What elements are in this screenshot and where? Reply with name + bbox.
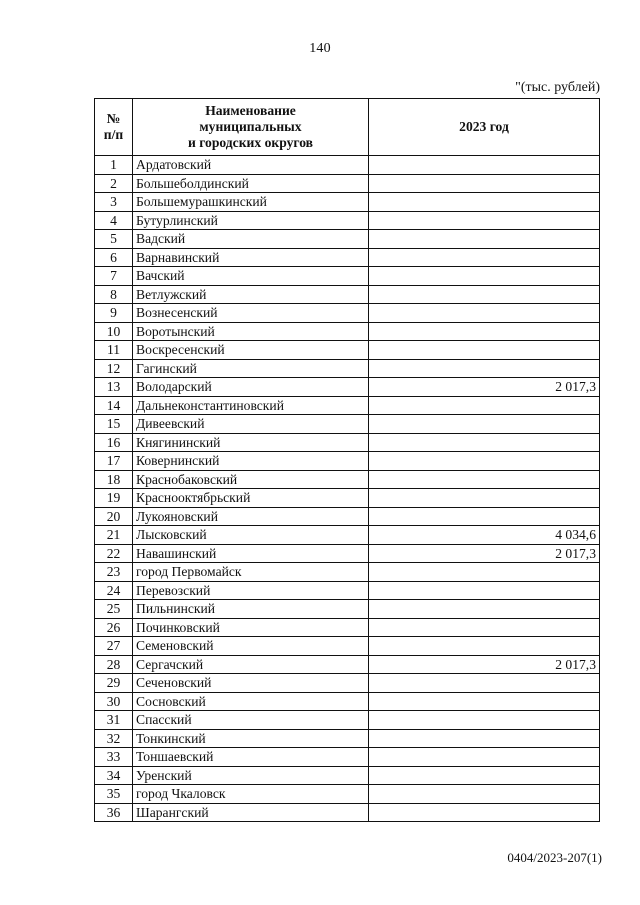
- table-row: [95, 230, 600, 249]
- row-number: 22: [95, 544, 133, 563]
- row-name: Краснооктябрьский: [133, 489, 369, 508]
- row-name: Дальнеконстантиновский: [133, 396, 369, 415]
- row-number: 12: [95, 359, 133, 378]
- row-value: [369, 396, 600, 415]
- row-value: [369, 433, 600, 452]
- row-name: Краснобаковский: [133, 470, 369, 489]
- row-value: [369, 600, 600, 619]
- row-value: [369, 285, 600, 304]
- row-value: 2 017,3: [369, 544, 600, 563]
- table-row: [95, 729, 600, 748]
- row-value: 2 017,3: [369, 378, 600, 397]
- row-name: Шарангский: [133, 803, 369, 822]
- row-number: 36: [95, 803, 133, 822]
- row-number: 26: [95, 618, 133, 637]
- table-row: [95, 415, 600, 434]
- row-number: 25: [95, 600, 133, 619]
- row-name: Сеченовский: [133, 674, 369, 693]
- table-row: [95, 803, 600, 822]
- row-value: [369, 341, 600, 360]
- row-value: [369, 322, 600, 341]
- units-note: "(тыс. рублей): [515, 80, 600, 95]
- header-year: 2023 год: [369, 99, 600, 156]
- row-value: [369, 489, 600, 508]
- row-name: Лысковский: [133, 526, 369, 545]
- row-name: Тоншаевский: [133, 748, 369, 767]
- table-row: [95, 507, 600, 526]
- row-number: 33: [95, 748, 133, 767]
- table-row: [95, 248, 600, 267]
- row-value: [369, 230, 600, 249]
- row-number: 21: [95, 526, 133, 545]
- row-name: Бутурлинский: [133, 211, 369, 230]
- row-name: Тонкинский: [133, 729, 369, 748]
- row-name: Пильнинский: [133, 600, 369, 619]
- row-value: [369, 748, 600, 767]
- table-row: [95, 637, 600, 656]
- row-value: [369, 507, 600, 526]
- table-row: [95, 267, 600, 286]
- row-name: Сергачский: [133, 655, 369, 674]
- row-value: [369, 248, 600, 267]
- row-name: Большеболдинский: [133, 174, 369, 193]
- table-row: [95, 581, 600, 600]
- table-row: [95, 748, 600, 767]
- row-number: 7: [95, 267, 133, 286]
- row-value: [369, 766, 600, 785]
- row-number: 16: [95, 433, 133, 452]
- row-number: 5: [95, 230, 133, 249]
- row-value: [369, 785, 600, 804]
- table-row: [95, 285, 600, 304]
- row-name: Вачский: [133, 267, 369, 286]
- row-value: [369, 711, 600, 730]
- table-row: [95, 359, 600, 378]
- row-number: 1: [95, 156, 133, 175]
- row-name: Вознесенский: [133, 304, 369, 323]
- row-value: [369, 563, 600, 582]
- table-row: [95, 563, 600, 582]
- row-name: Перевозский: [133, 581, 369, 600]
- row-number: 32: [95, 729, 133, 748]
- row-number: 19: [95, 489, 133, 508]
- row-number: 24: [95, 581, 133, 600]
- table-header-row: [95, 99, 600, 156]
- row-value: [369, 415, 600, 434]
- table-row: [95, 618, 600, 637]
- row-name: Большемурашкинский: [133, 193, 369, 212]
- row-number: 17: [95, 452, 133, 471]
- row-number: 13: [95, 378, 133, 397]
- row-name: Сосновский: [133, 692, 369, 711]
- table-row: [95, 766, 600, 785]
- row-number: 3: [95, 193, 133, 212]
- row-value: [369, 193, 600, 212]
- row-name: Ардатовский: [133, 156, 369, 175]
- table-row: [95, 600, 600, 619]
- row-value: [369, 359, 600, 378]
- row-value: [369, 729, 600, 748]
- row-name: Семеновский: [133, 637, 369, 656]
- row-number: 34: [95, 766, 133, 785]
- row-number: 35: [95, 785, 133, 804]
- row-number: 23: [95, 563, 133, 582]
- row-value: [369, 304, 600, 323]
- row-name: Вадский: [133, 230, 369, 249]
- row-number: 20: [95, 507, 133, 526]
- row-value: [369, 174, 600, 193]
- table-row: [95, 544, 600, 563]
- row-number: 27: [95, 637, 133, 656]
- row-value: [369, 267, 600, 286]
- row-name: Княгининский: [133, 433, 369, 452]
- document-code: 0404/2023-207(1): [507, 850, 602, 865]
- row-number: 29: [95, 674, 133, 693]
- row-name: Навашинский: [133, 544, 369, 563]
- table-row: [95, 433, 600, 452]
- row-name: Воротынский: [133, 322, 369, 341]
- row-number: 30: [95, 692, 133, 711]
- row-name: Ковернинский: [133, 452, 369, 471]
- table-row: [95, 396, 600, 415]
- row-name: Уренский: [133, 766, 369, 785]
- table-row: [95, 674, 600, 693]
- row-value: [369, 211, 600, 230]
- table-row: [95, 193, 600, 212]
- row-value: [369, 692, 600, 711]
- table-row: [95, 211, 600, 230]
- row-name: Гагинский: [133, 359, 369, 378]
- row-number: 4: [95, 211, 133, 230]
- allocation-table: [94, 98, 600, 822]
- table-row: [95, 655, 600, 674]
- row-number: 14: [95, 396, 133, 415]
- table-row: [95, 489, 600, 508]
- row-value: [369, 156, 600, 175]
- table-row: [95, 378, 600, 397]
- header-name: Наименование муниципальных и городских округов: [133, 99, 369, 156]
- table-row: [95, 341, 600, 360]
- row-value: [369, 803, 600, 822]
- row-value: [369, 470, 600, 489]
- table-row: [95, 711, 600, 730]
- row-value: [369, 637, 600, 656]
- row-value: 2 017,3: [369, 655, 600, 674]
- row-number: 18: [95, 470, 133, 489]
- page-number: 140: [309, 41, 331, 56]
- header-number: № п/п: [95, 99, 133, 156]
- row-name: город Чкаловск: [133, 785, 369, 804]
- row-number: 9: [95, 304, 133, 323]
- row-name: Воскресенский: [133, 341, 369, 360]
- table-row: [95, 174, 600, 193]
- row-number: 31: [95, 711, 133, 730]
- table-row: [95, 304, 600, 323]
- row-value: 4 034,6: [369, 526, 600, 545]
- table-row: [95, 452, 600, 471]
- table-row: [95, 156, 600, 175]
- row-number: 28: [95, 655, 133, 674]
- row-name: Дивеевский: [133, 415, 369, 434]
- row-value: [369, 581, 600, 600]
- row-name: Ветлужский: [133, 285, 369, 304]
- table-row: [95, 470, 600, 489]
- row-name: Спасский: [133, 711, 369, 730]
- row-name: Володарский: [133, 378, 369, 397]
- row-name: Лукояновский: [133, 507, 369, 526]
- row-number: 11: [95, 341, 133, 360]
- row-name: город Первомайск: [133, 563, 369, 582]
- row-number: 15: [95, 415, 133, 434]
- table-row: [95, 785, 600, 804]
- table-body: [95, 156, 600, 822]
- row-value: [369, 618, 600, 637]
- row-number: 10: [95, 322, 133, 341]
- row-number: 2: [95, 174, 133, 193]
- table-row: [95, 322, 600, 341]
- table-row: [95, 526, 600, 545]
- row-number: 6: [95, 248, 133, 267]
- row-name: Починковский: [133, 618, 369, 637]
- row-number: 8: [95, 285, 133, 304]
- table-row: [95, 692, 600, 711]
- row-value: [369, 452, 600, 471]
- row-value: [369, 674, 600, 693]
- row-name: Варнавинский: [133, 248, 369, 267]
